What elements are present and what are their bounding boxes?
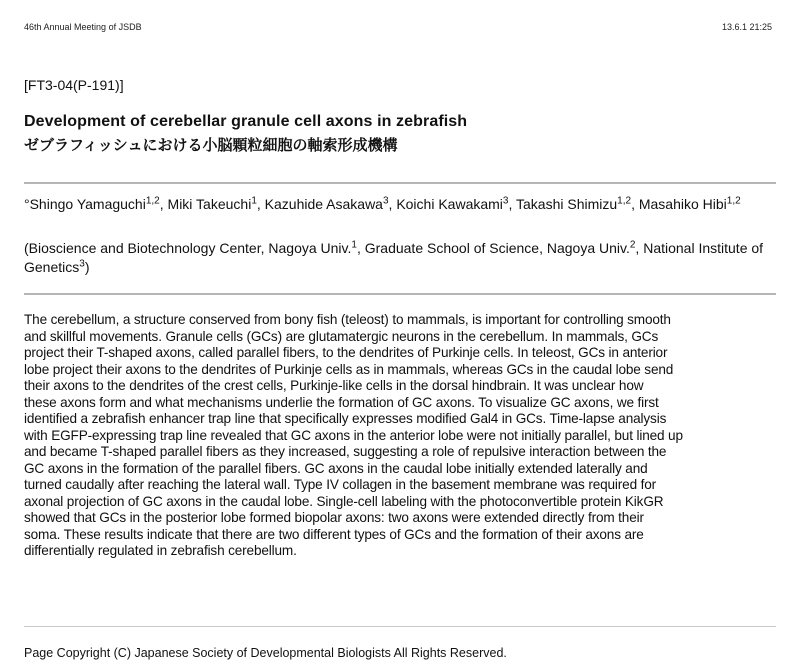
affiliation-name: Graduate School of Science, Nagoya Univ.	[364, 240, 630, 256]
affiliation-number: 1	[351, 239, 357, 251]
author-affiliation-number: 1,2	[145, 195, 160, 207]
abstract-body	[24, 312, 776, 560]
author-affiliation-number: 1	[251, 195, 257, 207]
author-affiliation-number: 1,2	[726, 195, 741, 207]
abstract-line: project their T-shaped axons, called parallel fibers, to the dendrites of Purkinje cells. In teleost, GCs in anterior	[24, 345, 668, 360]
author-affiliation-number: 3	[382, 195, 389, 207]
author-name: Takashi Shimizu	[516, 196, 618, 212]
author-name: Koichi Kawakami	[396, 196, 503, 212]
abstract-line: showed that GCs in the posterior lobe formed biopolar axons: two axons were extended directly from their	[24, 510, 644, 525]
abstract-line: lobe project their axons to the dendrites of Purkinje cells as in mammals, whereas GCs in the caudal lobe send	[24, 361, 674, 377]
author-list: °Shingo Yamaguchi$^{1,2}$, Miki Takeuchi$^1$, Kazuhide Asakawa$^3$, Koichi Kawakami$^3$, Takashi Shimizu$^{1,2}$, Masahiko Hibi$^{1,2}$	[24, 195, 741, 212]
title-japanese: ゼブラフィッシュにおける小脳顆粒細胞の軸索形成機構	[24, 136, 398, 154]
print-timestamp: 13.6.1 21:25	[721, 22, 772, 32]
divider-middle	[24, 293, 776, 295]
author-name: °Shingo Yamaguchi	[24, 196, 146, 212]
author-affiliation-number: 3	[502, 195, 509, 207]
abstract-line: with EGFP-expressing trap line revealed that GC axons in the anterior lobe were not initially parallel, but lined up	[24, 427, 683, 443]
abstract-line: soma. These results indicate that there are two different types of GCs and the formation of their axons are	[24, 526, 644, 542]
affiliation-name: Bioscience and Biotechnology Center, Nagoya Univ.	[28, 240, 352, 256]
abstract-line: turned caudally after reaching the lateral wall. Type IV collagen in the basement membrane was required for	[24, 477, 657, 492]
meeting-name: 46th Annual Meeting of JSDB	[24, 22, 142, 32]
abstract-line: and skillful movements. Granule cells (GCs) are glutamatergic neurons in the cerebellum. In mammals, GCs	[24, 328, 659, 344]
abstract-line: identified a zebrafish enhancer trap line that specifically expresses modified Gal4 in GCs. Time-lapse analysis	[24, 411, 667, 426]
abstract-line: GC axons in the formation of the parallel fibers. GC axons in the caudal lobe initially extended laterally and	[24, 460, 648, 476]
abstract-line: axonal projection of GC axons in the caudal lobe. Single-cell labeling with the photoconvertible protein KikGR	[24, 493, 664, 509]
page-header	[24, 22, 772, 36]
abstract-line: and became T-shaped parallel fibers as they increased, suggesting a role of repulsive interaction between the	[24, 444, 667, 459]
author-name: Kazuhide Asakawa	[264, 196, 383, 212]
affiliation-list: (Bioscience and Biotechnology Center, Nagoya Univ.$^1$, Graduate School of Science, Nagoya Univ.$^2$, National Institute of Genetics$^3$)	[24, 239, 764, 275]
author-affiliation-number: 1,2	[617, 195, 632, 207]
abstract-line: their axons to the dendrites of the crest cells, Purkinje-like cells in the dorsal hindbrain. It was unclear how	[24, 378, 644, 393]
divider-top	[24, 182, 776, 184]
abstract-line: these axons form and what mechanisms underlie the formation of GC axons. To visualize GC axons, we first	[24, 394, 659, 410]
divider-bottom	[24, 626, 776, 627]
author-name: Masahiko Hibi	[638, 196, 727, 212]
affiliation-number: 3	[79, 258, 85, 270]
abstract-line: differentially regulated in zebrafish cerebellum.	[24, 543, 297, 558]
copyright-footer: Page Copyright (C) Japanese Society of Developmental Biologists All Rights Reserved.	[24, 646, 507, 660]
affiliation-number: 2	[629, 239, 636, 251]
abstract-code: [FT3-04(P-191)]	[24, 77, 124, 93]
abstract-line: The cerebellum, a structure conserved from bony fish (teleost) to mammals, is important for controlling smooth	[24, 312, 671, 327]
title-english: Development of cerebellar granule cell axons in zebrafish	[24, 113, 468, 130]
author-name: Miki Takeuchi	[167, 196, 252, 212]
affiliation-name: National Institute of Genetics	[24, 240, 764, 275]
